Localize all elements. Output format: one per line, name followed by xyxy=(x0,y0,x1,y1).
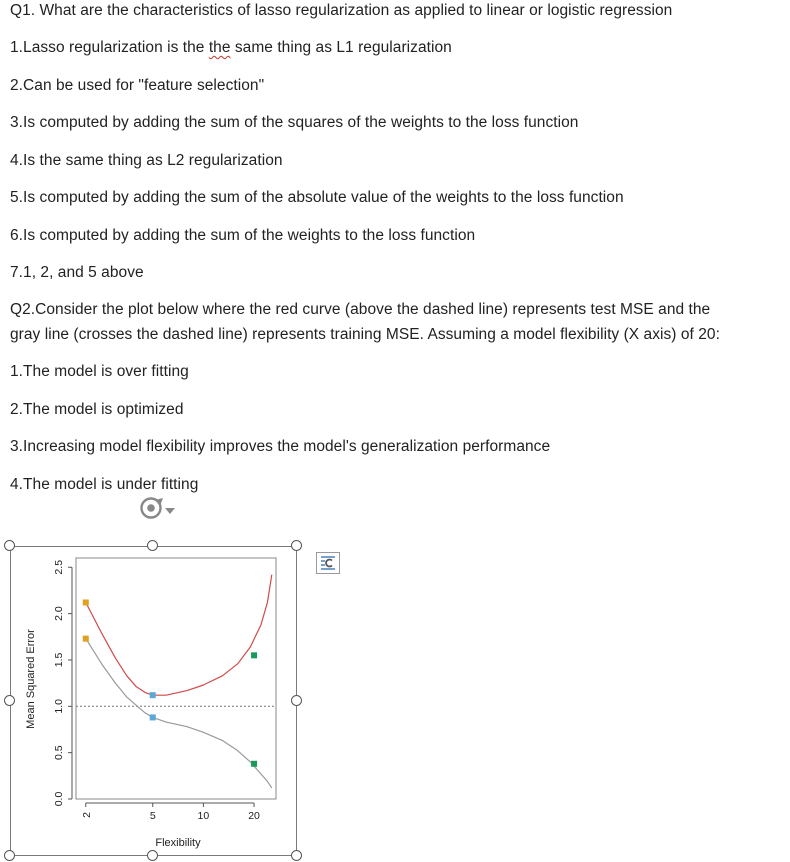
q2-option-2: 2.The model is optimized xyxy=(10,401,184,418)
y-tick-label-5: 2.5 xyxy=(53,559,65,575)
layout-options-icon xyxy=(317,553,339,573)
x-tick-label-1: 5 xyxy=(149,810,156,822)
resize-handle-top-left[interactable] xyxy=(4,540,15,551)
q1-option-4: 4.Is the same thing as L2 regularization xyxy=(10,152,283,169)
mse-chart xyxy=(10,546,297,856)
resize-handle-top-right[interactable] xyxy=(291,540,302,551)
data-point-marker-1 xyxy=(83,599,89,605)
q2-option-1: 1.The model is over fitting xyxy=(10,363,189,380)
q1-option-2: 2.Can be used for "feature selection" xyxy=(10,77,265,94)
y-tick-label-4: 2.0 xyxy=(53,606,65,621)
data-point-marker-2 xyxy=(83,636,89,642)
test-mse-curve xyxy=(86,575,272,696)
data-point-marker-6 xyxy=(251,761,257,767)
y-tick-label-0: 0.0 xyxy=(53,791,65,807)
resize-handle-bottom-left[interactable] xyxy=(4,850,15,861)
layout-options-button[interactable] xyxy=(316,552,340,574)
y-axis-label: Mean Squared Error xyxy=(25,629,37,729)
q1-question: Q1. What are the characteristics of lasso regularization as applied to linear or logistic regression xyxy=(10,2,673,19)
resize-handle-middle-right[interactable] xyxy=(291,695,302,706)
plot-box xyxy=(76,558,276,799)
q1-option-1-post: same thing as L1 regularization xyxy=(230,39,452,56)
x-tick-label-3: 20 xyxy=(248,810,260,822)
q1-option-1-pre: 1.Lasso regularization is the xyxy=(10,39,209,56)
y-tick-label-1: 0.5 xyxy=(53,745,65,760)
data-point-marker-4 xyxy=(150,714,156,720)
training-mse-curve xyxy=(86,639,272,788)
x-tick-label-0: 2 xyxy=(80,812,93,818)
y-tick-label-2: 1.0 xyxy=(53,699,65,714)
q1-option-7: 7.1, 2, and 5 above xyxy=(10,264,144,281)
q2-option-4: 4.The model is under fitting xyxy=(10,476,199,493)
data-point-marker-3 xyxy=(150,692,156,698)
q1-option-1 xyxy=(10,39,452,57)
x-axis-label: Flexibility xyxy=(155,837,201,849)
q1-option-5: 5.Is computed by adding the sum of the absolute value of the weights to the loss function xyxy=(10,189,624,206)
x-tick-label-2: 10 xyxy=(197,810,210,822)
q2-option-3: 3.Increasing model flexibility improves the model's generalization performance xyxy=(10,438,551,455)
q1-option-6: 6.Is computed by adding the sum of the weights to the loss function xyxy=(10,227,476,244)
q1-option-3: 3.Is computed by adding the sum of the squares of the weights to the loss function xyxy=(10,114,579,131)
rotate-handle-icon[interactable] xyxy=(139,494,185,524)
q2-question-line2: gray line (crosses the dashed line) represents training MSE. Assuming a model flexibility (X axis) of 20: xyxy=(10,326,720,343)
data-point-marker-5 xyxy=(251,652,257,658)
spelling-squiggle: the xyxy=(208,39,231,56)
resize-handle-top-middle[interactable] xyxy=(147,540,158,551)
y-tick-label-3: 1.5 xyxy=(53,652,65,668)
resize-handle-bottom-middle[interactable] xyxy=(147,850,158,861)
resize-handle-middle-left[interactable] xyxy=(4,695,15,706)
q2-question-line1: Q2.Consider the plot below where the red curve (above the dashed line) represents test MSE and the xyxy=(10,301,711,318)
resize-handle-bottom-right[interactable] xyxy=(291,850,302,861)
